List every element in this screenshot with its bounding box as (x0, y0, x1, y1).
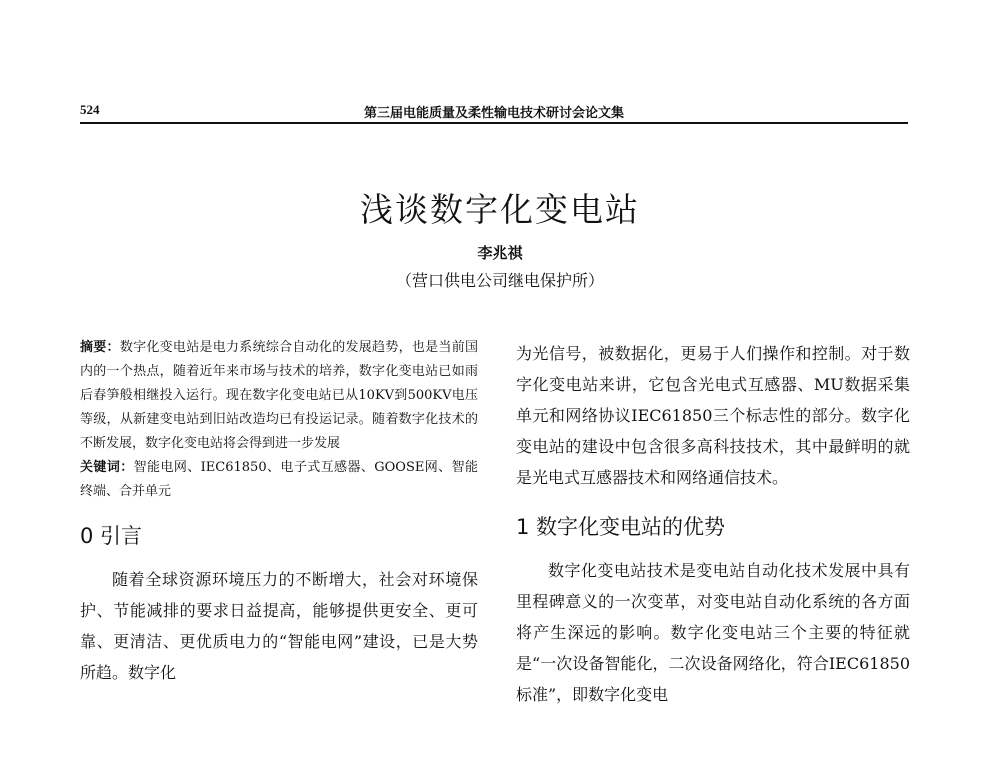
abstract-label: 摘要： (80, 340, 120, 355)
author-name: 李兆祺 (477, 244, 523, 262)
journal-title: 第三届电能质量及柔性输电技术研讨会论文集 (363, 106, 624, 121)
abstract-text: 数字化变电站是电力系统综合自动化的发展趋势，也是当前国内的一个热点，随着近年来市场与技术的培养，数字化变电站已如雨后春笋般相继投入运行。现在数字化变电站已从10KV到500KV电压等级，从新建变电站到旧站改造均已有投运记录。随着数字化技术的不断发展，数字化变电站将会得到进一步发展 (80, 340, 478, 451)
paper-title: 浅谈数字化变电站 (360, 190, 640, 230)
author-affiliation: （营口供电公司继电保护所） (395, 271, 604, 290)
intro-paragraph: 随着全球资源环境压力的不断增大，社会对环境保护、节能减排的要求日益提高，能够提供更安全、更可靠、更清洁、更优质电力的“智能电网”建设，已是大势所趋。数字化 (80, 570, 478, 682)
keywords-text: 智能电网、IEC61850、电子式互感器、GOOSE网、智能终端、合并单元 (80, 460, 478, 499)
running-header (80, 100, 908, 124)
page-number: 524 (80, 102, 100, 117)
keywords-label: 关键词： (80, 460, 134, 475)
abstract (80, 336, 478, 456)
continuation-paragraph: 为光信号，被数据化，更易于人们操作和控制。对于数字化变电站来讲，它包含光电式互感器、MU数据采集单元和网络协议IEC61850三个标志性的部分。数字化变电站的建设中包含很多高科技技术，其中最鲜明的就是光电式互感器技术和网络通信技术。 (516, 344, 910, 487)
advantages-paragraph: 数字化变电站技术是变电站自动化技术发展中具有里程碑意义的一次变革，对变电站自动化系统的各方面将产生深远的影响。数字化变电站三个主要的特征就是“一次设备智能化，二次设备网络化，符合IEC61850标准”，即数字化变电 (516, 561, 910, 704)
section-heading-intro: 0 引言 (80, 524, 143, 548)
keywords (80, 456, 478, 504)
left-column (80, 336, 478, 688)
section-heading-advantages: 1 数字化变电站的优势 (516, 515, 726, 539)
right-column (516, 338, 910, 710)
